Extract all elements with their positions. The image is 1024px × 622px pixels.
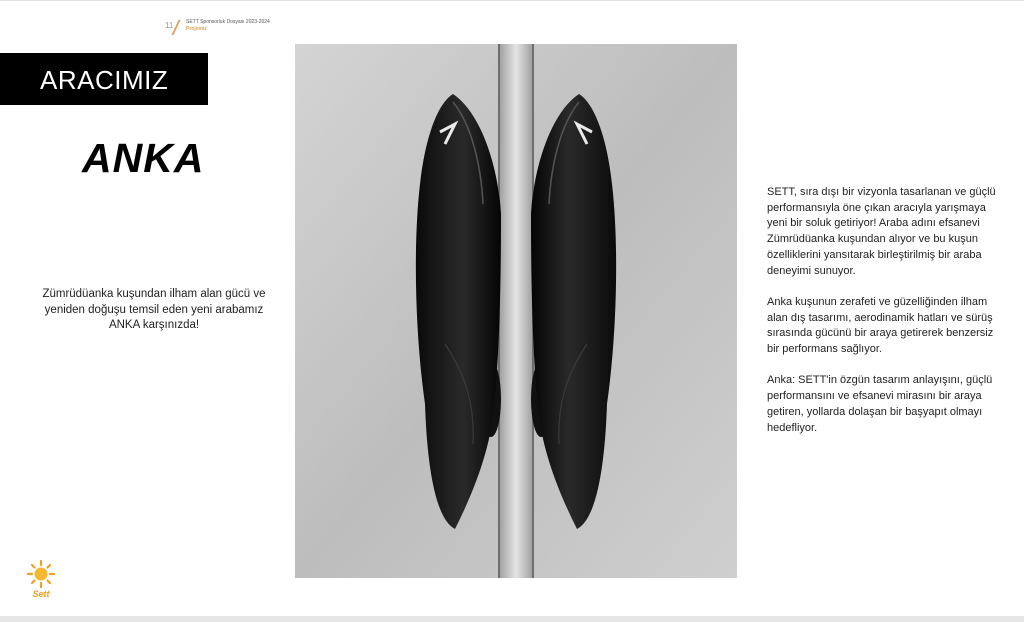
page-number: 11 — [165, 21, 174, 30]
description-paragraph: SETT, sıra dışı bir vizyonla tasarlanan ve güçlü performansıyla öne çıkan aracıyla yarışmaya yeni bir soluk getiriyor! Araba adını efsanevi Zümrüdüanka kuşundan alıyor ve bu kuşun özelliklerini yansıtarak birleştirilmiş bir araba deneyimi sunuyor. — [767, 186, 996, 277]
car-name: ANKA — [82, 135, 205, 181]
header-doc-subtitle: Projemiz — [186, 26, 207, 32]
top-border — [0, 0, 1024, 1]
description-block — [767, 185, 999, 452]
car-hero-image — [295, 44, 737, 578]
sun-logo-icon — [24, 559, 58, 599]
bottom-strip — [0, 616, 1024, 622]
description-paragraph: Anka kuşunun zerafeti ve güzelliğinden ilham alan dış tasarımı, aerodinamik hatları ve sürüş sırasında gücünü bir araya getirerek benzersiz bir performans sağlıyor. — [767, 295, 994, 356]
section-title: ARACIMIZ — [40, 65, 169, 95]
description-paragraph: Anka: SETT'in özgün tasarım anlayışını, güçlü performansını ve efsanevi mirasını bir araya getiren, yollarda dolaşan bir başyapıt olmayı hedefliyor. — [767, 374, 993, 434]
sett-logo — [24, 559, 58, 599]
logo-wordmark: Sett — [32, 589, 50, 599]
header-doc-title: SETT Sponsorluk Dosyası 2023-2024 — [186, 19, 270, 25]
section-title-bar — [0, 53, 208, 105]
intro-text: Zümrüdüanka kuşundan ilham alan gücü ve yeniden doğuşu temsil eden yeni arabamız ANKA karşınızda! — [42, 288, 266, 331]
